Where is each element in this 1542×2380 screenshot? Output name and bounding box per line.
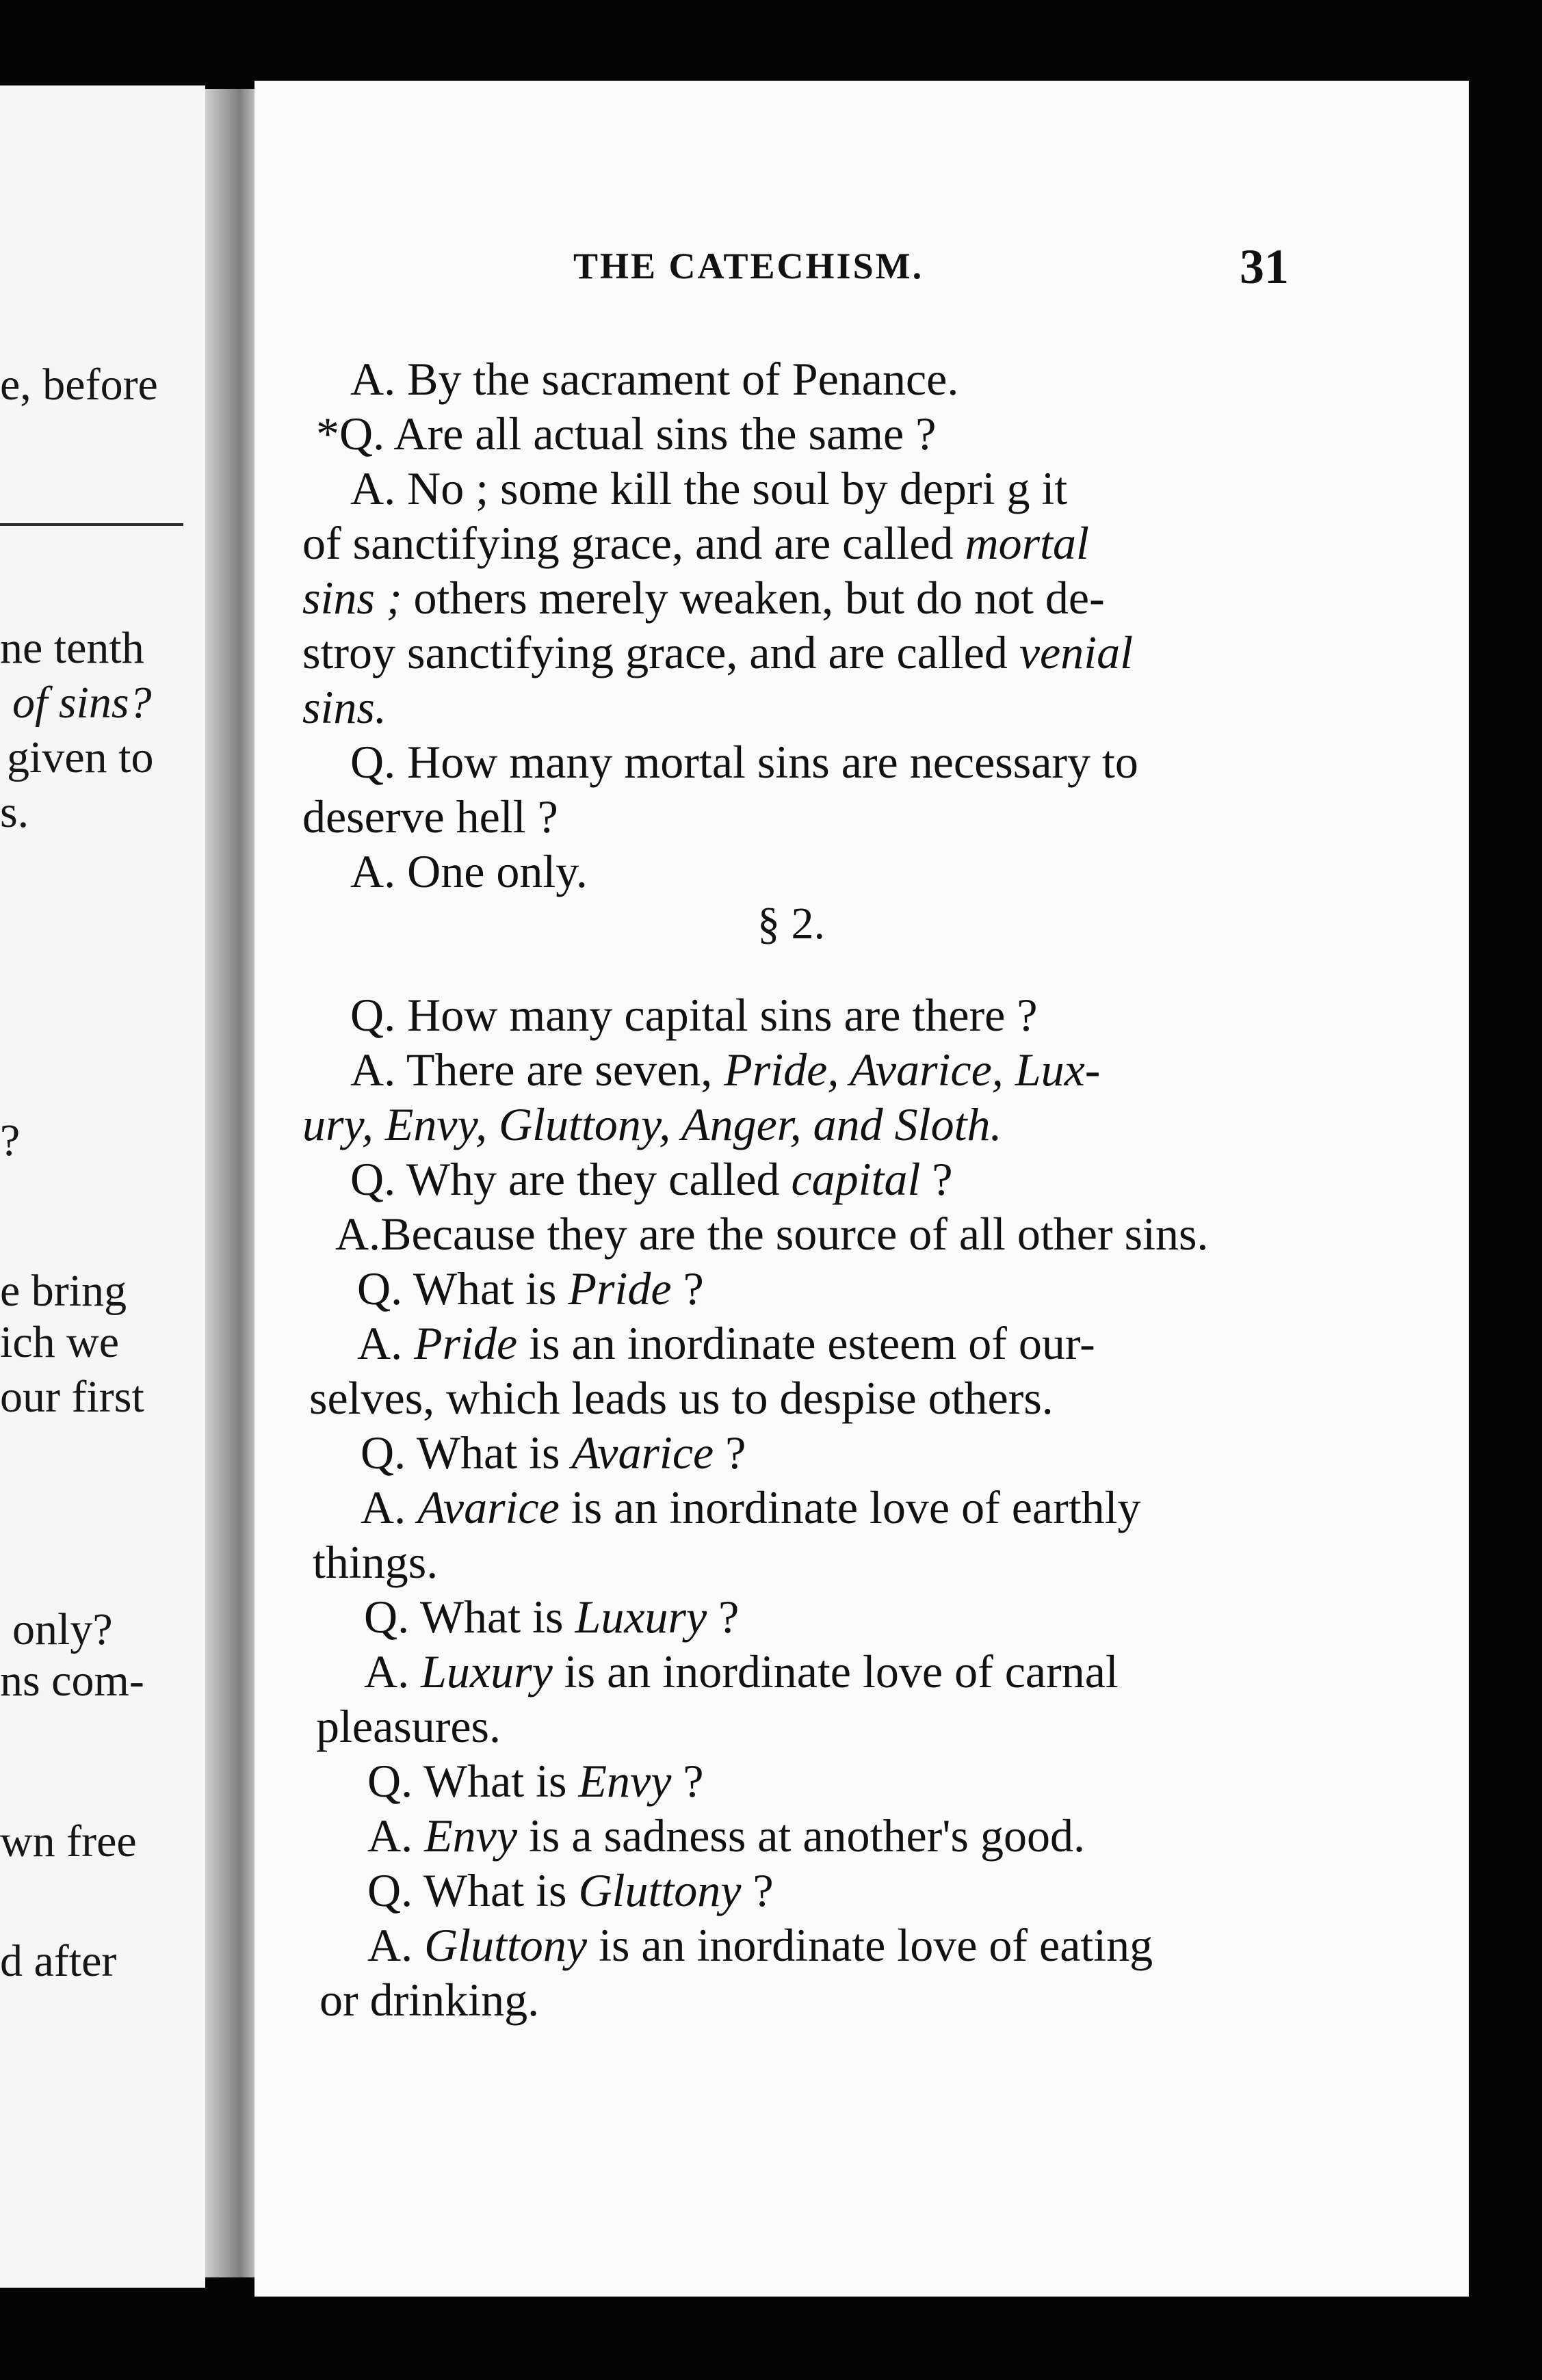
body-line: of sanctifying grace, and are called mortal bbox=[302, 517, 1089, 569]
left-page-line: given to bbox=[7, 732, 154, 782]
body-line: ury, Envy, Gluttony, Anger, and Sloth. bbox=[302, 1098, 1002, 1150]
body-line: A. One only. bbox=[350, 845, 588, 897]
body-line: pleasures. bbox=[316, 1700, 501, 1752]
page-number: 31 bbox=[1240, 239, 1289, 294]
body-line: deserve hell ? bbox=[302, 791, 558, 843]
section-heading: § 2. bbox=[757, 899, 825, 949]
body-line: Q. What is Gluttony ? bbox=[367, 1864, 774, 1916]
body-line: A. No ; some kill the soul by depri g it bbox=[350, 462, 1068, 514]
body-line: Q. What is Avarice ? bbox=[361, 1427, 746, 1479]
body-line: Q. What is Luxury ? bbox=[364, 1591, 740, 1643]
body-line: A. Gluttony is an inordinate love of eating bbox=[367, 1919, 1153, 1971]
left-page-line: e bring bbox=[0, 1266, 127, 1316]
left-page-line: e, before bbox=[0, 360, 158, 410]
left-page-line: of sins? bbox=[12, 678, 152, 728]
left-page-line: s. bbox=[0, 787, 29, 837]
book-gutter bbox=[205, 89, 254, 2277]
left-page-line: d after bbox=[0, 1936, 117, 1986]
body-line: Q. Why are they called capital ? bbox=[350, 1153, 953, 1205]
body-line: or drinking. bbox=[319, 1974, 540, 2026]
body-line: A. Avarice is an inordinate love of earthly bbox=[361, 1481, 1141, 1533]
body-line: sins. bbox=[302, 681, 387, 733]
body-line: stroy sanctifying grace, and are called venial bbox=[302, 626, 1134, 678]
left-page-line: ich we bbox=[0, 1317, 120, 1367]
left-page-line: ne tenth bbox=[0, 623, 144, 673]
body-line: Q. What is Envy ? bbox=[367, 1755, 704, 1807]
body-line: A. Envy is a sadness at another's good. bbox=[367, 1810, 1085, 1862]
right-page bbox=[254, 81, 1469, 2297]
left-page-line: our first bbox=[0, 1372, 144, 1422]
body-line: sins ; others merely weaken, but do not de- bbox=[302, 572, 1105, 624]
body-line: A.Because they are the source of all other sins. bbox=[335, 1208, 1209, 1260]
left-page-fragment bbox=[0, 85, 205, 2288]
body-line: Q. How many capital sins are there ? bbox=[350, 989, 1038, 1041]
left-page-line: wn free bbox=[0, 1816, 137, 1866]
body-line: A. By the sacrament of Penance. bbox=[350, 353, 959, 405]
left-page-rule bbox=[0, 523, 183, 526]
body-line: things. bbox=[313, 1536, 439, 1588]
left-page-line: ? bbox=[0, 1115, 21, 1165]
running-head: THE CATECHISM. bbox=[573, 246, 924, 287]
body-line: Q. What is Pride ? bbox=[357, 1262, 704, 1314]
body-line: Q. How many mortal sins are necessary to bbox=[350, 736, 1138, 788]
body-line: A. Luxury is an inordinate love of carnal bbox=[364, 1645, 1119, 1697]
left-page-line: only? bbox=[12, 1604, 113, 1654]
body-line: A. There are seven, Pride, Avarice, Lux- bbox=[350, 1044, 1101, 1096]
body-line: *Q. Are all actual sins the same ? bbox=[316, 408, 937, 460]
body-line: selves, which leads us to despise others. bbox=[309, 1372, 1054, 1424]
body-line: A. Pride is an inordinate esteem of our- bbox=[357, 1317, 1095, 1369]
left-page-line: ns com- bbox=[0, 1656, 144, 1706]
